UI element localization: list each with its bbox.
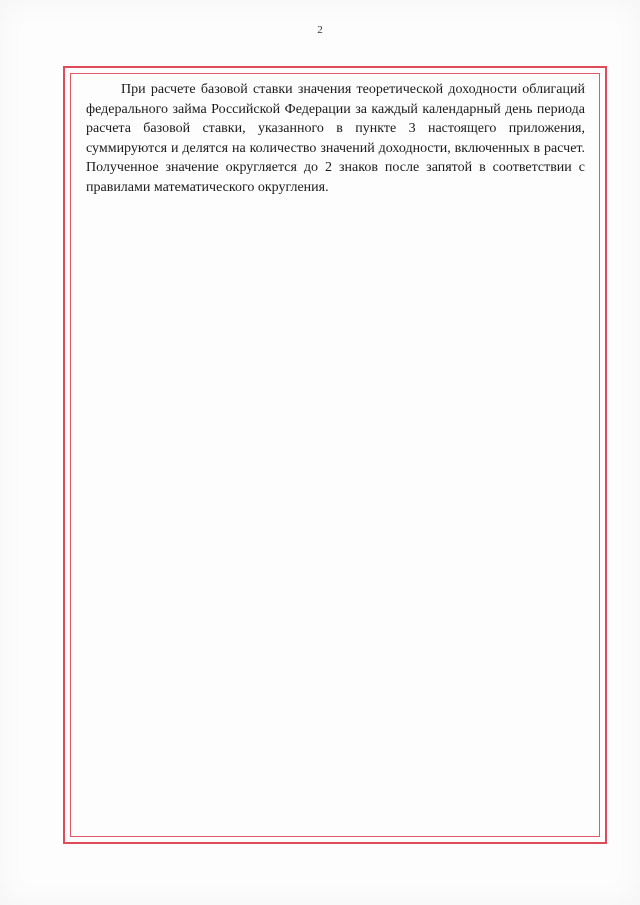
body-paragraph: При расчете базовой ставки значения теоретической доходности облигаций федерального займа Российской Федерации за каждый календарный день периода расчета базовой ставки, указанного в пункте 3 настоящего приложения, суммируются и делятся на количество значений доходности, включенных в расчет. Полученное значение округляется до 2 знаков после запятой в соответствии с правилами математического округления. <box>86 82 585 195</box>
page-number: 2 <box>317 24 323 36</box>
